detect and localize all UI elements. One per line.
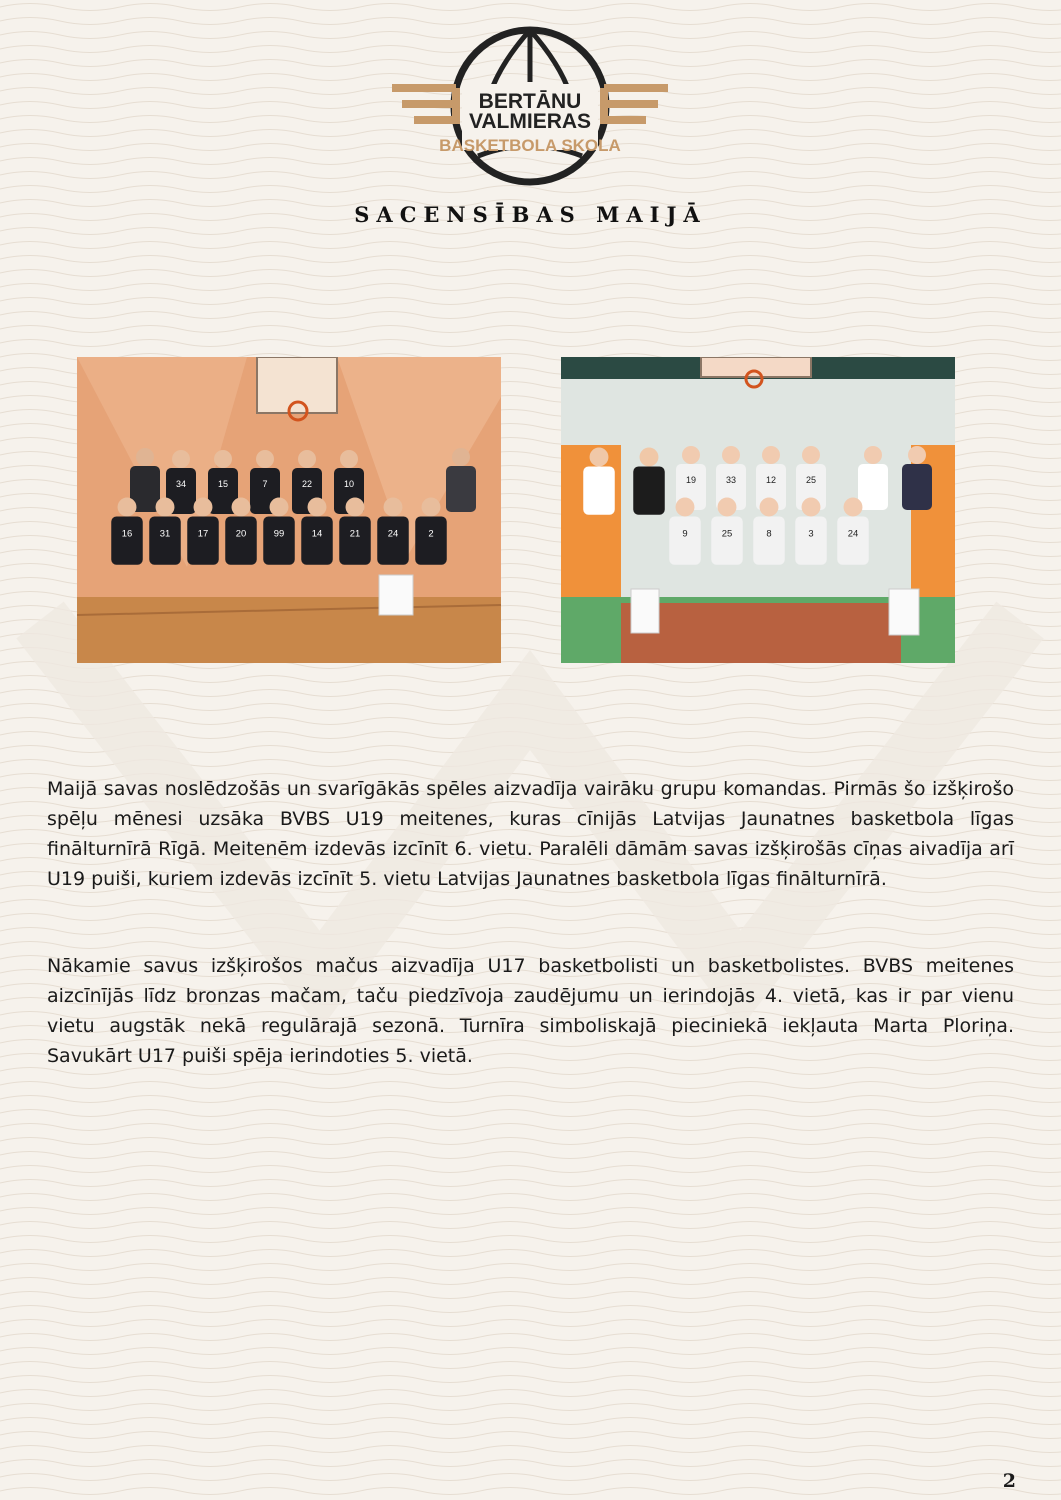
page-number: 2 bbox=[1002, 1470, 1016, 1492]
jersey-number: 24 bbox=[847, 528, 859, 540]
jersey-number: 8 bbox=[766, 528, 772, 540]
jersey-number: 22 bbox=[301, 479, 313, 489]
jersey-number: 25 bbox=[721, 528, 733, 540]
jersey-number: 33 bbox=[725, 475, 737, 485]
photo-u19-boys-team bbox=[77, 357, 501, 663]
paragraph-u19: Maijā savas noslēdzošās un svarīgākās spēles aizvadīja vairāku grupu komandas. Pirmās šo izšķirošo spēļu mēnesi uzsāka BVBS U19 meitenes, kuras cīnijās Latvijas Jaunatnes basketbola līgas finālturnīrā Rīgā. Meitenēm izdevās izcīnīt 6. vietu. Paralēli dāmām savas izšķirošās cīņas aivadīja arī U19 puiši, kuriem izdevās izcīnīt 5. vietu Latvijas Jaunatnes basketbola līgas finālturnīrā. bbox=[47, 778, 1014, 890]
jersey-number: 12 bbox=[765, 475, 777, 485]
jersey-number: 20 bbox=[235, 528, 247, 540]
jersey-number: 9 bbox=[682, 528, 688, 540]
logo-line-2: VALMIERAS bbox=[468, 110, 592, 133]
jersey-number: 17 bbox=[197, 528, 209, 540]
jersey-number: 3 bbox=[808, 528, 814, 540]
jersey-number: 21 bbox=[349, 528, 361, 540]
jersey-number: 99 bbox=[273, 528, 285, 540]
jersey-number: 15 bbox=[217, 479, 229, 489]
right-wing-icon bbox=[604, 88, 668, 124]
page-title: SACENSĪBAS MAIJĀ bbox=[354, 202, 707, 227]
jersey-number: 7 bbox=[262, 479, 268, 489]
jersey-number: 10 bbox=[343, 479, 355, 489]
jersey-number: 24 bbox=[387, 528, 399, 540]
logo-line-3: BASKETBOLA SKOLA bbox=[439, 136, 621, 155]
logo-line-1: BERTĀNU bbox=[478, 90, 582, 113]
jersey-number: 25 bbox=[805, 475, 817, 485]
jersey-number: 14 bbox=[311, 528, 323, 540]
paragraph-u17: Nākamie savus izšķirošos mačus aizvadīja U17 basketbolisti un basketbolistes. BVBS meitenes aizcīnījās līdz bronzas mačam, taču piedzīvoja zaudējumu un ierindojās 4. vietā, kas ir par vienu vietu augstāk nekā regulārajā sezonā. Turnīra simboliskajā pieciniekā iekļauta Marta Ploriņa. Savukārt U17 puiši spēja ierindoties 5. vietā. bbox=[47, 955, 1014, 1067]
school-logo bbox=[390, 24, 670, 186]
photo-u17-girls-team bbox=[561, 357, 955, 663]
jersey-number: 34 bbox=[175, 479, 187, 489]
jersey-number: 31 bbox=[159, 528, 171, 540]
jersey-number: 2 bbox=[428, 528, 434, 540]
jersey-number: 19 bbox=[685, 475, 697, 485]
jersey-number: 16 bbox=[121, 528, 133, 540]
left-wing-icon bbox=[392, 88, 456, 124]
